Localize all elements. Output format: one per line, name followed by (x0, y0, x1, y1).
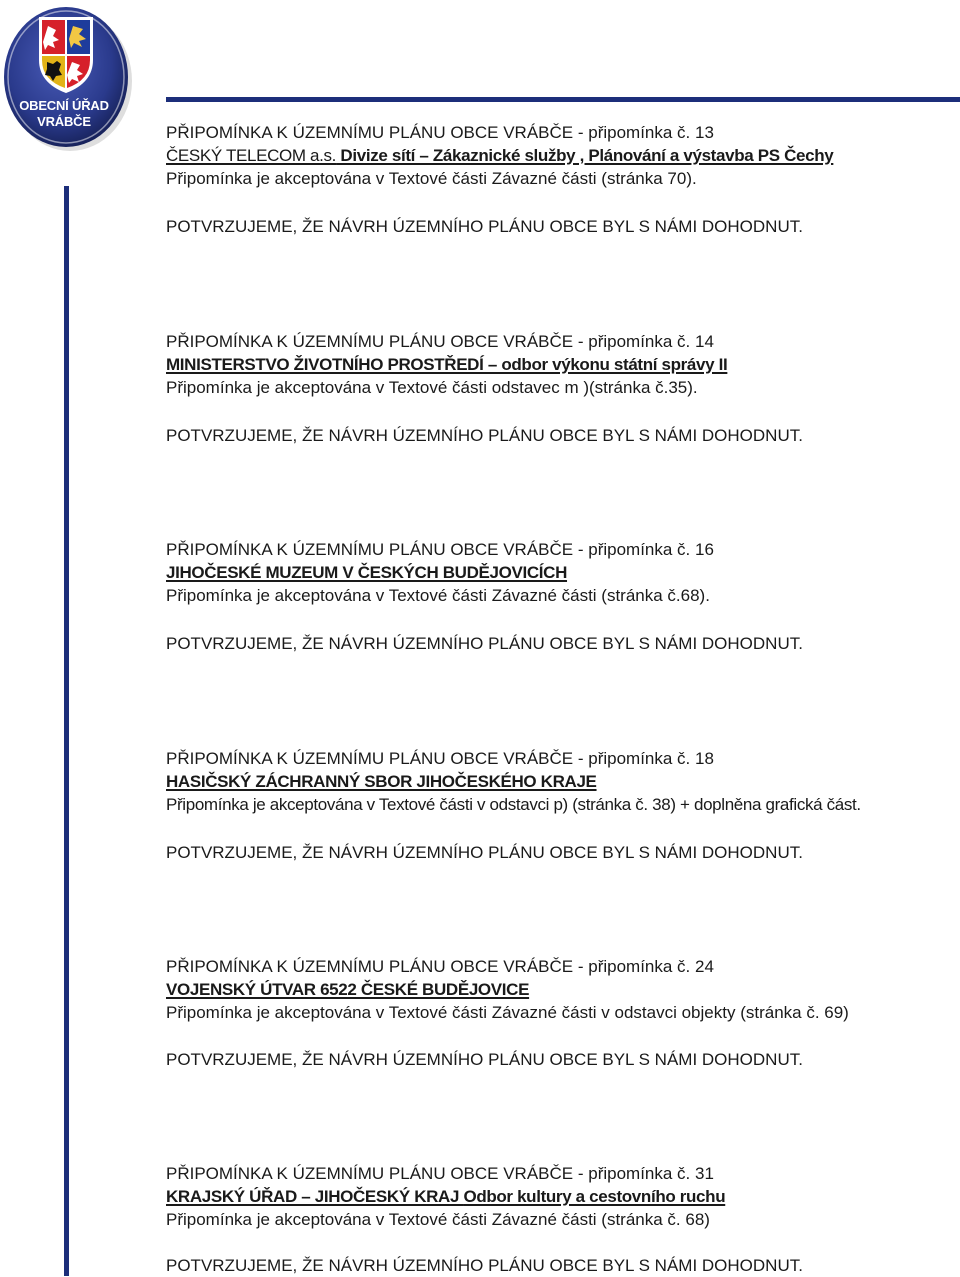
organization-name: VOJENSKÝ ÚTVAR 6522 ČESKÉ BUDĚJOVICE (166, 980, 530, 999)
agreement-confirmation: POTVRZUJEME, ŽE NÁVRH ÚZEMNÍHO PLÁNU OBCE BYL S NÁMI DOHODNUT. (166, 634, 803, 653)
organization-department: Odbor kultury a cestovního ruchu (463, 1187, 726, 1206)
organization-name: MINISTERSTVO ŽIVOTNÍHO PROSTŘEDÍ – odbor výkonu státní správy II (166, 355, 728, 374)
organization-name: ČESKÝ TELECOM a.s. (166, 146, 337, 165)
comment-heading: PŘIPOMÍNKA K ÚZEMNÍMU PLÁNU OBCE VRÁBČE - připomínka č. 24 (166, 957, 714, 976)
header-rule (166, 97, 960, 102)
comment-resolution: Připomínka je akceptována v Textové části v odstavci p) (stránka č. 38) + doplněna grafická část. (166, 795, 861, 814)
comment-heading: PŘIPOMÍNKA K ÚZEMNÍMU PLÁNU OBCE VRÁBČE - připomínka č. 13 (166, 123, 714, 142)
comment-resolution: Připomínka je akceptována v Textové části Závazné části v odstavci objekty (stránka č. 69) (166, 1003, 849, 1022)
comment-organization (166, 145, 833, 167)
logo-text-line2: VRÁBČE (37, 114, 91, 129)
comment-heading: PŘIPOMÍNKA K ÚZEMNÍMU PLÁNU OBCE VRÁBČE - připomínka č. 18 (166, 749, 714, 768)
comment-resolution: Připomínka je akceptována v Textové části Závazné části (stránka č. 68) (166, 1210, 710, 1229)
organization-name: KRAJSKÝ ÚŘAD – JIHOČESKÝ KRAJ (166, 1187, 464, 1206)
side-rule (64, 186, 69, 1276)
comment-organization (166, 354, 727, 376)
comment-organization (166, 979, 529, 1001)
comment-organization (166, 771, 597, 793)
agreement-confirmation: POTVRZUJEME, ŽE NÁVRH ÚZEMNÍHO PLÁNU OBCE BYL S NÁMI DOHODNUT. (166, 1050, 803, 1069)
comment-organization (166, 562, 567, 584)
comment-heading: PŘIPOMÍNKA K ÚZEMNÍMU PLÁNU OBCE VRÁBČE - připomínka č. 16 (166, 540, 714, 559)
comment-heading: PŘIPOMÍNKA K ÚZEMNÍMU PLÁNU OBCE VRÁBČE - připomínka č. 14 (166, 332, 714, 351)
logo-text-line1: OBECNÍ ÚŘAD (19, 98, 109, 113)
comment-organization (166, 1186, 725, 1208)
comment-resolution: Připomínka je akceptována v Textové části odstavec m )(stránka č.35). (166, 378, 698, 397)
municipal-office-logo (2, 2, 134, 152)
coat-of-arms-icon (2, 2, 134, 152)
comment-resolution: Připomínka je akceptována v Textové části Závazné části (stránka č.68). (166, 586, 710, 605)
organization-name: HASIČSKÝ ZÁCHRANNÝ SBOR JIHOČESKÉHO KRAJE (166, 772, 597, 791)
comment-resolution: Připomínka je akceptována v Textové části Závazné části (stránka 70). (166, 169, 697, 188)
agreement-confirmation: POTVRZUJEME, ŽE NÁVRH ÚZEMNÍHO PLÁNU OBCE BYL S NÁMI DOHODNUT. (166, 1256, 803, 1275)
organization-name: JIHOČESKÉ MUZEUM V ČESKÝCH BUDĚJOVICÍCH (166, 563, 568, 582)
agreement-confirmation: POTVRZUJEME, ŽE NÁVRH ÚZEMNÍHO PLÁNU OBCE BYL S NÁMI DOHODNUT. (166, 217, 803, 236)
agreement-confirmation: POTVRZUJEME, ŽE NÁVRH ÚZEMNÍHO PLÁNU OBCE BYL S NÁMI DOHODNUT. (166, 843, 803, 862)
comment-heading: PŘIPOMÍNKA K ÚZEMNÍMU PLÁNU OBCE VRÁBČE - připomínka č. 31 (166, 1164, 714, 1183)
agreement-confirmation: POTVRZUJEME, ŽE NÁVRH ÚZEMNÍHO PLÁNU OBCE BYL S NÁMI DOHODNUT. (166, 426, 803, 445)
organization-department: Divize sítí – Zákaznické služby , Plánování a výstavba PS Čechy (336, 146, 834, 165)
